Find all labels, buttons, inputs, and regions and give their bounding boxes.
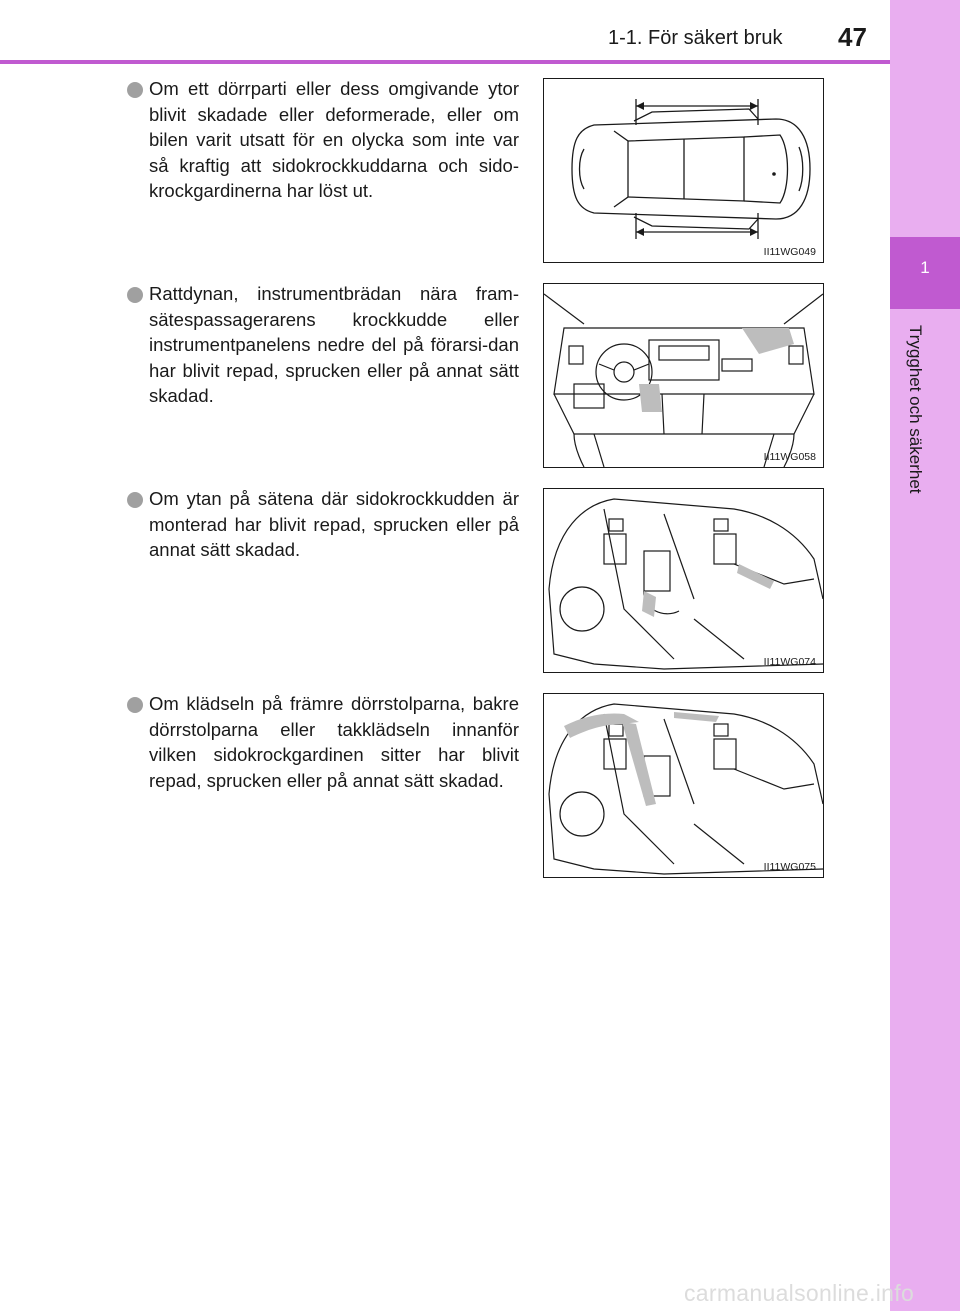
watermark-link[interactable]: carmanualsonline.info <box>684 1280 915 1306</box>
figure-side-curtain <box>543 693 824 878</box>
chapter-side-tab <box>890 0 960 1311</box>
figure-code: II11WG075 <box>763 861 816 873</box>
chapter-number: 1 <box>920 258 930 277</box>
list-item <box>127 486 519 563</box>
header-section-title: 1-1. För säkert bruk <box>608 27 783 49</box>
bullet-icon <box>127 82 143 98</box>
list-item-text: Om klädseln på främre dörrstolparna, bakre dörrstolparna eller takklädseln innanför vilken sidokrockgardinen sitter har blivit repad, sprucken eller på annat sätt skadad. <box>149 693 519 791</box>
chapter-title: Trygghet och säkerhet <box>906 325 925 494</box>
dashboard-illustration <box>544 284 823 467</box>
figure-code: II11WG049 <box>763 246 816 258</box>
bullet-icon <box>127 492 143 508</box>
list-item <box>127 691 519 793</box>
figure-side-seats <box>543 488 824 673</box>
list-item-text: Rattdynan, instrumentbrädan nära fram-sätespassagerarens krockkudde eller instrumentpanelens nedre del på förarsi-dan har blivit repad, sprucken eller på annat sätt skadad. <box>149 283 519 406</box>
car-top-view-illustration <box>544 79 823 262</box>
bullet-icon <box>127 287 143 303</box>
bullet-icon <box>127 697 143 713</box>
figure-dashboard <box>543 283 824 468</box>
list-item <box>127 281 519 409</box>
side-seat-illustration <box>544 489 823 672</box>
list-item <box>127 76 519 204</box>
figure-code: II11WG074 <box>763 656 816 668</box>
page-number: 47 <box>838 22 867 52</box>
list-item-text: Om ytan på sätena där sidokrockkudden är monterad har blivit repad, sprucken eller på annat sätt skadad. <box>149 488 519 560</box>
figure-code: II11WG058 <box>763 451 816 463</box>
side-curtain-illustration <box>544 694 823 877</box>
figure-car-top-view <box>543 78 824 263</box>
header-divider <box>0 60 890 64</box>
list-item-text: Om ett dörrparti eller dess omgivande ytor blivit skadade eller deformerade, eller om bilen varit utsatt för en olycka som inte var så kraftig att sidokrockkuddarna och sido-krockgardinerna har löst ut. <box>149 78 519 201</box>
